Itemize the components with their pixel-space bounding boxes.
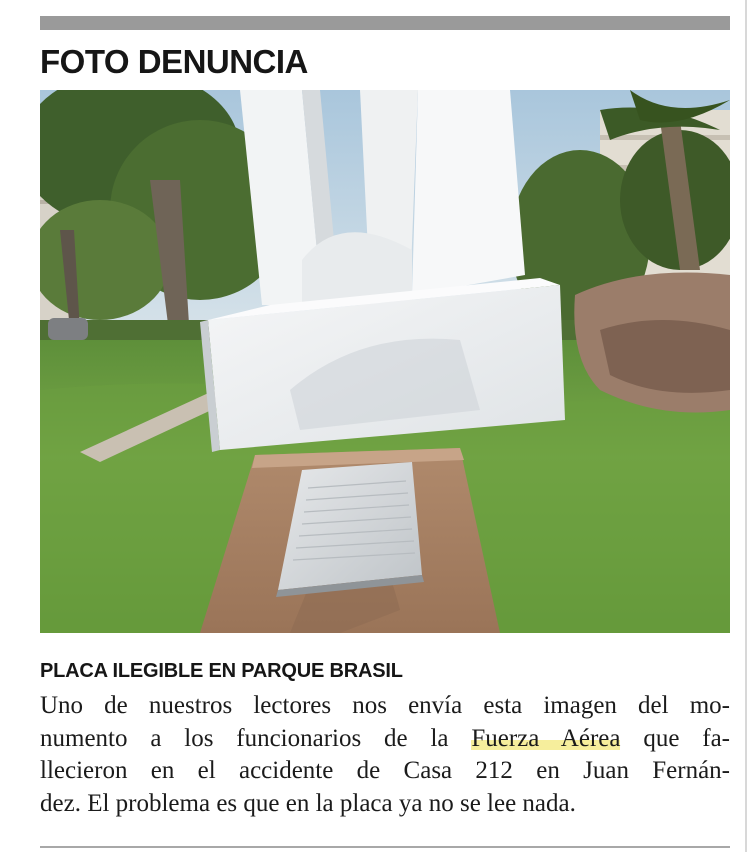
body-text-segment: numento a los funcionarios de la (40, 724, 472, 752)
news-photo (40, 90, 730, 633)
body-line-3: llecieron en el accidente de Casa 212 en Juan Fernán- (40, 757, 730, 784)
highlighted-term: Fuerza Aérea (471, 724, 621, 752)
headline: PLACA ILEGIBLE EN PARQUE BRASIL (40, 660, 403, 682)
page-edge (745, 0, 747, 852)
body-line-1: Uno de nuestros lectores nos envía esta imagen del mo- (40, 692, 730, 719)
article-body (40, 690, 730, 820)
car (48, 318, 88, 340)
top-rule (40, 16, 730, 30)
section-title: FOTO DENUNCIA (40, 43, 308, 80)
body-line-4: dez. El problema es que en la placa ya no se lee nada. (40, 789, 576, 817)
body-text-segment: que fa- (620, 724, 730, 752)
body-line-2 (40, 723, 730, 756)
bottom-rule (40, 846, 730, 848)
